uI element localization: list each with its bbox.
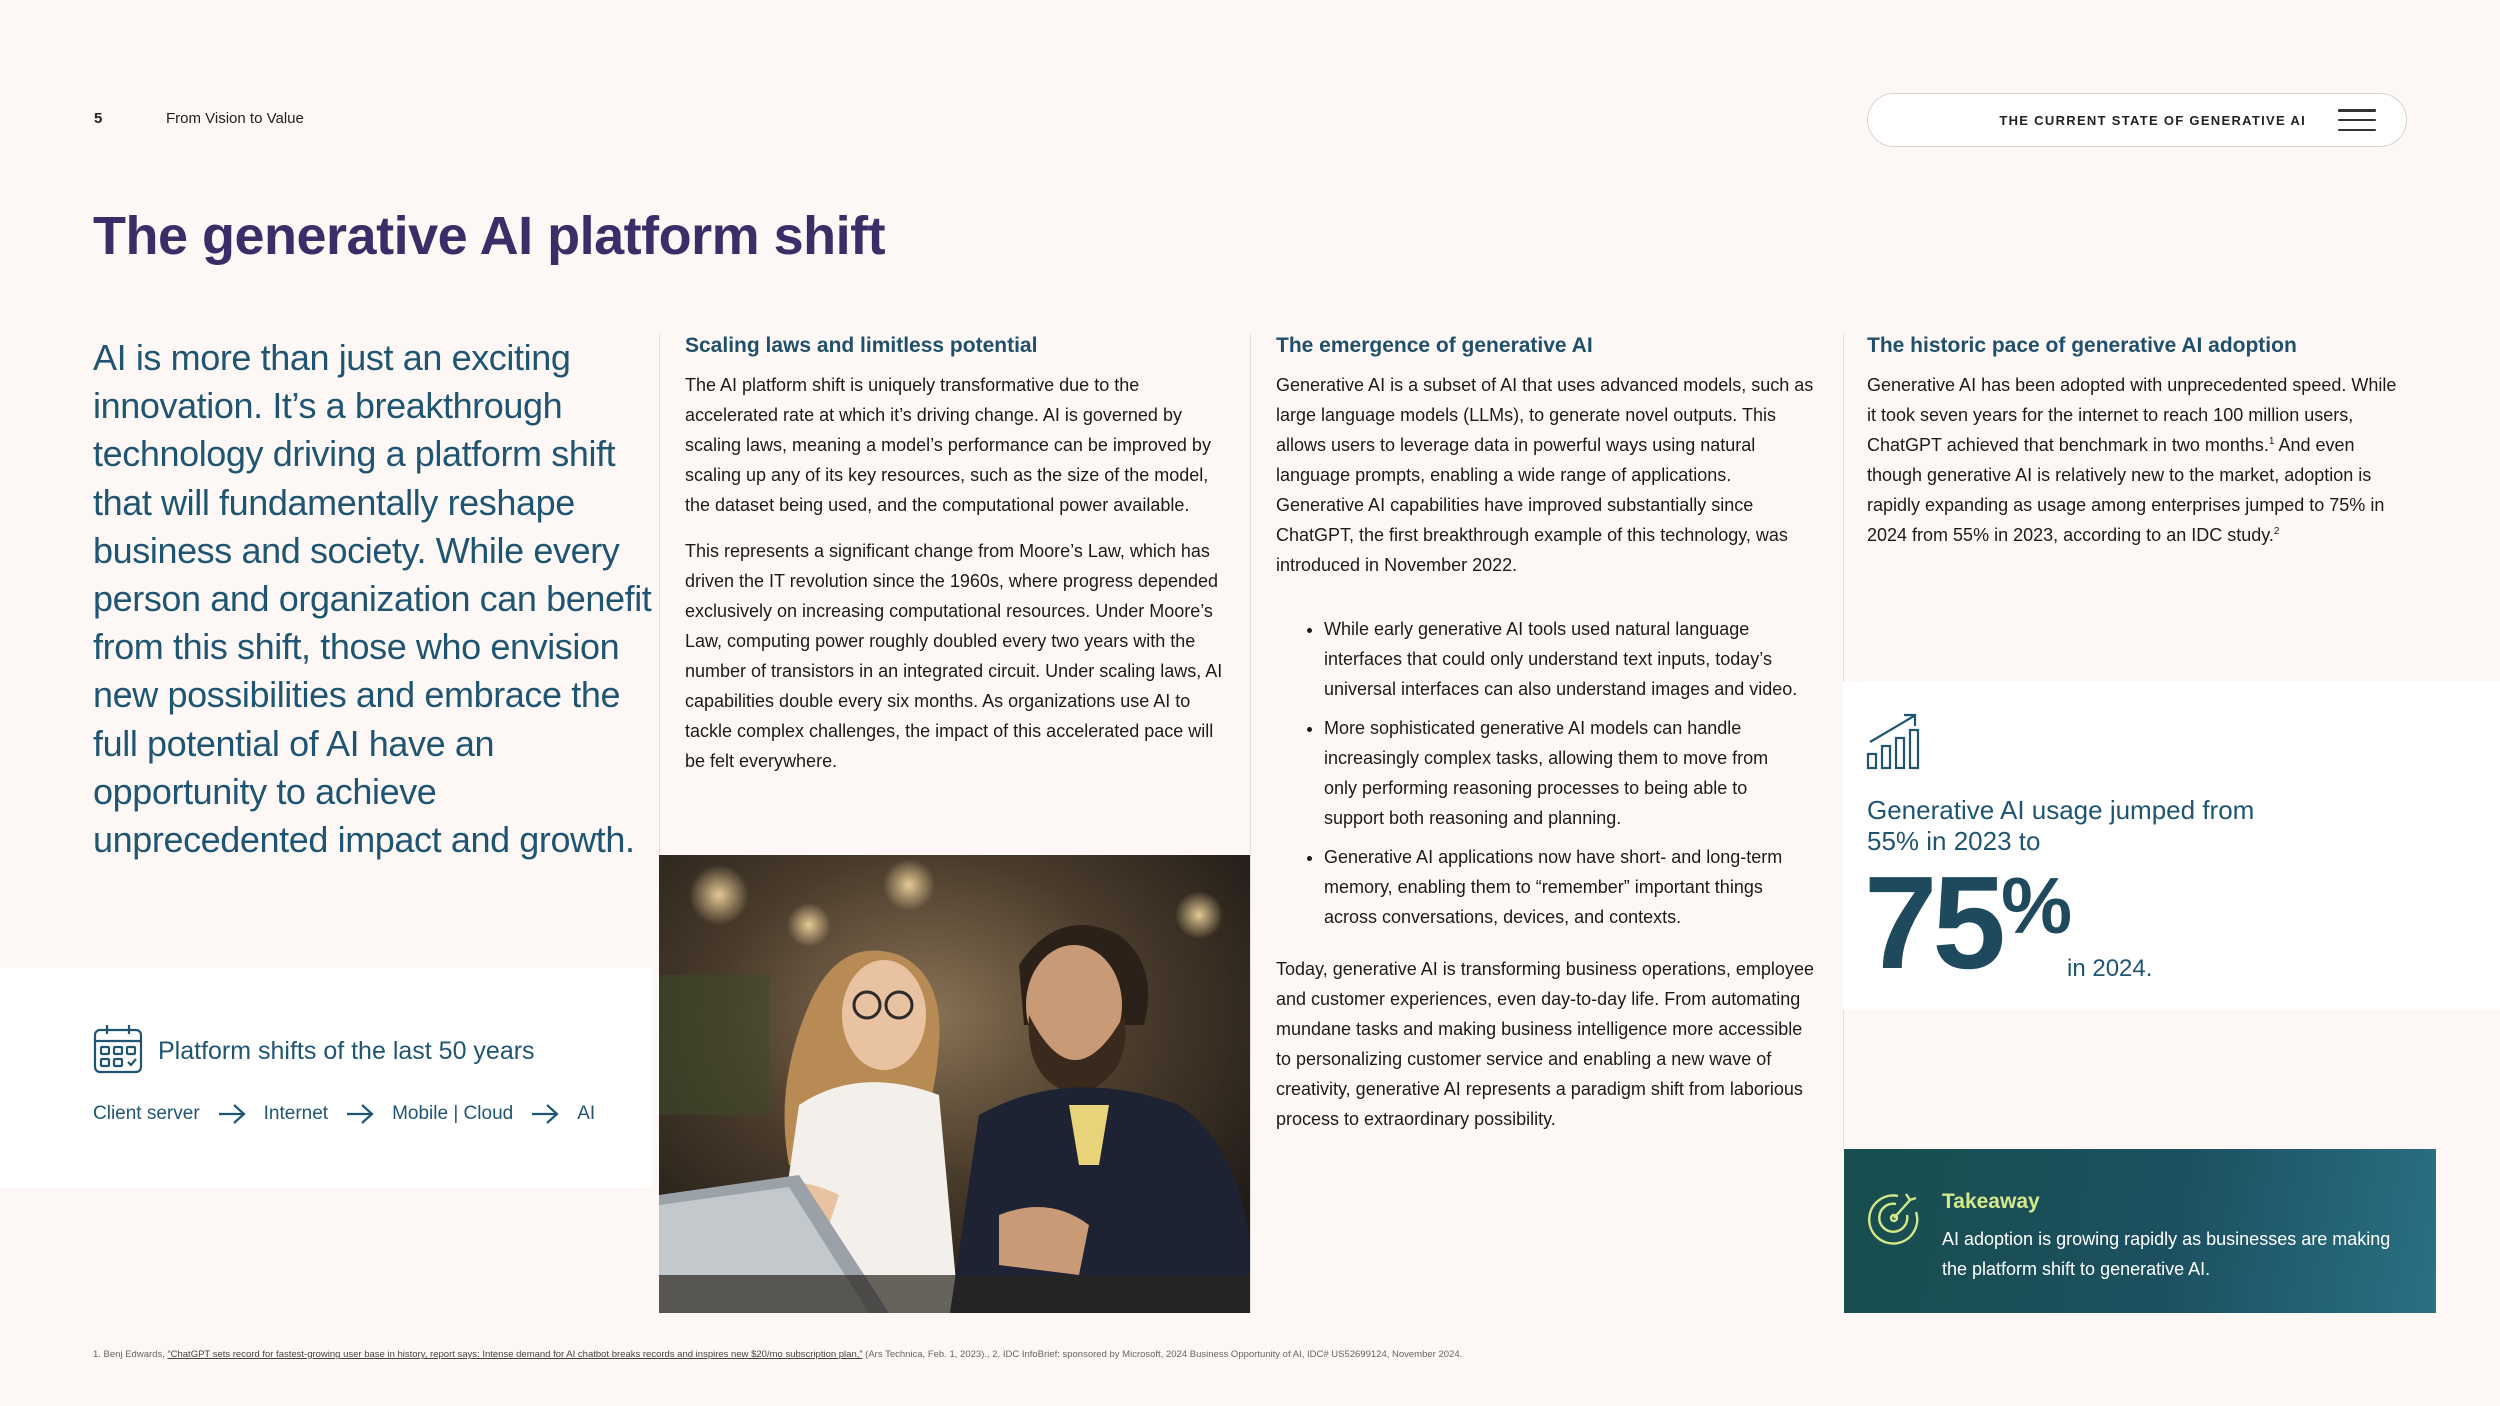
- adoption-text-b: And even though generative AI is relatively new to the market, adoption is rapidly expanding as usage among enterprises jumped to 75% in 2024 from 55% in 2023, according to an IDC study.: [1867, 435, 2385, 545]
- column-divider: [659, 334, 660, 854]
- emergence-bullet: • More sophisticated generative AI models can handle increasingly complex tasks, allowing them to move from only performing reasoning processes to being able to support both reasoning and planning.: [1324, 713, 1800, 833]
- section-nav-pill[interactable]: [1867, 93, 2407, 147]
- emergence-closing: Today, generative AI is transforming business operations, employee and customer experiences, even day-to-day life. From automating mundane tasks and making business intelligence more accessible to personalizing customer service and enabling a new wave of creativity, generative AI represents a paradigm shift from laborious process to extraordinary possibility.: [1276, 959, 1814, 1129]
- people-at-laptop-photo: [659, 855, 1250, 1313]
- footnote-ref-1[interactable]: 1: [2268, 436, 2275, 447]
- column-divider: [1250, 334, 1251, 1314]
- column-divider: [1843, 1010, 1844, 1149]
- footnote-ref-2[interactable]: 2: [2273, 526, 2280, 537]
- page-title: The generative AI platform shift: [93, 206, 886, 266]
- section-nav-label: THE CURRENT STATE OF GENERATIVE AI: [1999, 112, 2306, 128]
- page-number: 5: [94, 110, 103, 127]
- column-divider: [1843, 334, 1844, 682]
- shift-ai: AI: [577, 1103, 596, 1124]
- arrow-right-icon: [531, 1103, 559, 1125]
- document-title: From Vision to Value: [166, 110, 304, 127]
- target-arrow-icon: [1866, 1188, 1924, 1246]
- scaling-laws-heading: Scaling laws and limitless potential: [685, 334, 1038, 357]
- adoption-heading: The historic pace of generative AI adoption: [1867, 334, 2297, 357]
- emergence-section: [1276, 334, 1821, 1150]
- adoption-section: [1867, 334, 2407, 566]
- adoption-paragraph: [1867, 370, 2407, 550]
- scaling-laws-paragraph-1: The AI platform shift is uniquely transformative due to the accelerated rate at which it’s driving change. AI is governed by scaling laws, meaning a model’s performance can be improved by scaling up any of its key resources, such as the size of the model, the dataset being used, and the computational power available.: [685, 375, 1211, 515]
- calendar-icon: [93, 1024, 143, 1074]
- usage-stat-label: Generative AI usage jumped from 55% in 2023 to: [1867, 795, 2255, 856]
- scaling-laws-section: [685, 334, 1225, 792]
- hamburger-menu-icon[interactable]: [2338, 109, 2376, 131]
- footnote-prefix: 1. Benj Edwards,: [93, 1349, 168, 1360]
- platform-shifts-panel: [0, 968, 652, 1188]
- takeaway-text: AI adoption is growing rapidly as businesses are making the platform shift to generative AI.: [1942, 1229, 2391, 1279]
- usage-stat-percent: %: [2001, 861, 2073, 950]
- bar-chart-icon: [1866, 712, 1922, 770]
- shift-client-server: Client server: [93, 1103, 200, 1124]
- scaling-laws-paragraph-2: This represents a significant change from Moore’s Law, which has driven the IT revolution since the 1960s, where progress depended exclusively on increasing computational resources. Under Moore’s Law, computing power roughly doubled every two years with the number of transistors in an integrated circuit. Under scaling laws, AI capabilities double every six months. As organizations use AI to tackle complex challenges, the impact of this accelerated pace will be felt everywhere.: [685, 541, 1223, 771]
- usage-stat-year: in 2024.: [2067, 955, 2153, 982]
- arrow-right-icon: [346, 1103, 374, 1125]
- emergence-intro: Generative AI is a subset of AI that uses advanced models, such as large language models (LLMs), to generate novel outputs. This allows users to leverage data in powerful ways using natural language prompts, enabling a wide range of applications. Generative AI capabilities have improved substantially since ChatGPT, the first breakthrough example of this technology, was introduced in November 2022.: [1276, 375, 1814, 575]
- takeaway-title: Takeaway: [1942, 1190, 2040, 1213]
- arrow-right-icon: [218, 1103, 246, 1125]
- adoption-text-a: Generative AI has been adopted with unprecedented speed. While it took seven years for the internet to reach 100 million users, ChatGPT achieved that benchmark in two months.: [1867, 375, 2397, 455]
- footnote-link[interactable]: “ChatGPT sets record for fastest-growing user base in history, report says: Intense demand for AI chatbot breaks records and inspires new $20/mo subscription plan,”: [167, 1349, 863, 1360]
- emergence-bullet: • Generative AI applications now have short- and long-term memory, enabling them to “remember” important things across conversations, devices, and contexts.: [1324, 842, 1800, 932]
- platform-shifts-timeline: [93, 1103, 595, 1125]
- usage-stat-number: 75: [1864, 849, 2001, 996]
- footnote-suffix: (Ars Technica, Feb. 1, 2023)., 2. IDC InfoBrief: sponsored by Microsoft, 2024 Business Opportunity of AI, IDC# US52699124, November 2024.: [862, 1349, 1463, 1360]
- emergence-bullet: • While early generative AI tools used natural language interfaces that could only understand text inputs, today’s universal interfaces can also understand images and video.: [1324, 614, 1800, 704]
- platform-shifts-title: Platform shifts of the last 50 years: [158, 1037, 535, 1065]
- shift-mobile-cloud: Mobile | Cloud: [392, 1103, 514, 1124]
- intro-statement: AI is more than just an exciting innovation. It’s a breakthrough technology driving a platform shift that will fundamentally reshape business and society. While every person and organization can benefit from this shift, those who envision new possibilities and embrace the full potential of AI have an opportunity to achieve unprecedented impact and growth.: [93, 337, 652, 861]
- footnotes: [93, 1349, 1462, 1360]
- shift-internet: Internet: [263, 1103, 329, 1124]
- emergence-heading: The emergence of generative AI: [1276, 334, 1593, 357]
